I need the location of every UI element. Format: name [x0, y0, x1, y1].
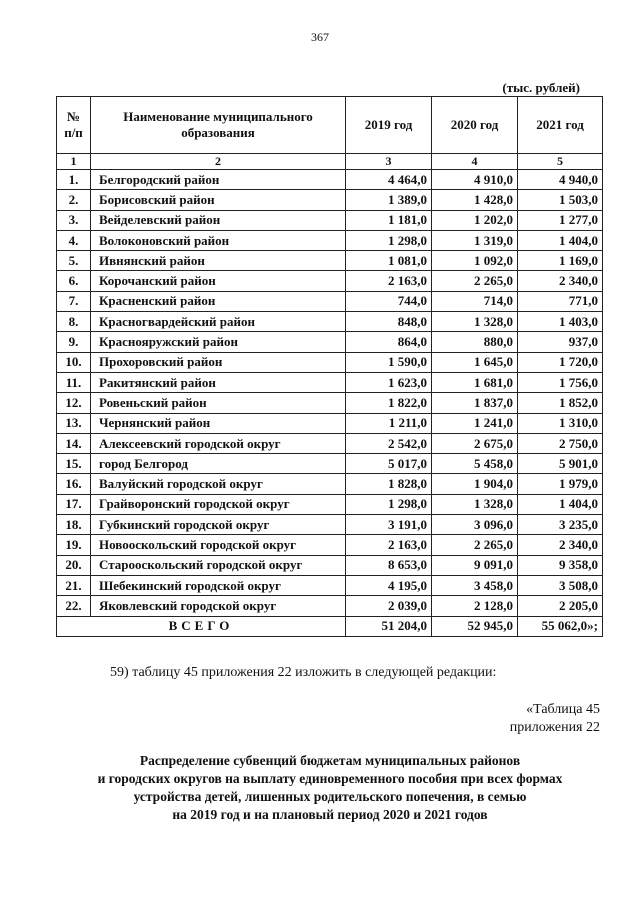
value-2019: 1 298,0	[346, 494, 432, 514]
table-row	[57, 190, 603, 210]
value-2020: 3 458,0	[432, 575, 518, 595]
row-number: 22.	[57, 596, 91, 616]
municipality-name: Прохоровский район	[91, 352, 346, 372]
table-row	[57, 312, 603, 332]
value-2019: 864,0	[346, 332, 432, 352]
row-number: 16.	[57, 474, 91, 494]
municipality-name: Красногвардейский район	[91, 312, 346, 332]
value-2020: 880,0	[432, 332, 518, 352]
column-number-row	[57, 154, 603, 170]
row-number: 17.	[57, 494, 91, 514]
row-number: 12.	[57, 393, 91, 413]
header-2020: 2020 год	[432, 97, 518, 154]
units-label: (тыс. рублей)	[502, 80, 580, 95]
row-number: 5.	[57, 251, 91, 271]
municipality-name: Вейделевский район	[91, 210, 346, 230]
municipality-name: Краснояружский район	[91, 332, 346, 352]
subsidy-table	[56, 96, 603, 637]
municipality-name: Ракитянский район	[91, 372, 346, 392]
value-2019: 4 464,0	[346, 170, 432, 190]
amendment-paragraph: 59) таблицу 45 приложения 22 изложить в следующей редакции:	[110, 665, 497, 680]
row-number: 13.	[57, 413, 91, 433]
total-row	[57, 616, 603, 636]
value-2019: 1 298,0	[346, 230, 432, 250]
heading-line: устройства детей, лишенных родительского попечения, в семью	[133, 789, 527, 804]
value-2021: 2 340,0	[518, 271, 603, 291]
row-number: 10.	[57, 352, 91, 372]
table-row	[57, 535, 603, 555]
table-row	[57, 332, 603, 352]
value-2021: 1 169,0	[518, 251, 603, 271]
value-2020: 9 091,0	[432, 555, 518, 575]
value-2019: 2 163,0	[346, 535, 432, 555]
row-number: 6.	[57, 271, 91, 291]
value-2021: 2 750,0	[518, 433, 603, 453]
value-2020: 2 265,0	[432, 271, 518, 291]
value-2019: 8 653,0	[346, 555, 432, 575]
table-row	[57, 251, 603, 271]
row-number: 19.	[57, 535, 91, 555]
row-number: 1.	[57, 170, 91, 190]
municipality-name: Валуйский городской округ	[91, 474, 346, 494]
value-2021: 1 979,0	[518, 474, 603, 494]
value-2019: 1 828,0	[346, 474, 432, 494]
column-number: 5	[518, 154, 603, 170]
table-row	[57, 555, 603, 575]
table-ref-appendix: приложения 22	[509, 720, 600, 735]
table-row	[57, 454, 603, 474]
heading-line: Распределение субвенций бюджетам муниципальных районов	[139, 753, 521, 768]
municipality-name: Новооскольский городской округ	[91, 535, 346, 555]
total-2020: 52 945,0	[432, 616, 518, 636]
table-row	[57, 515, 603, 535]
value-2021: 1 277,0	[518, 210, 603, 230]
value-2021: 1 852,0	[518, 393, 603, 413]
municipality-name: Старооскольский городской округ	[91, 555, 346, 575]
municipality-name: Борисовский район	[91, 190, 346, 210]
municipality-name: Шебекинский городской округ	[91, 575, 346, 595]
row-number: 7.	[57, 291, 91, 311]
value-2021: 3 235,0	[518, 515, 603, 535]
municipality-name: Ровеньский район	[91, 393, 346, 413]
value-2021: 2 205,0	[518, 596, 603, 616]
value-2020: 1 328,0	[432, 494, 518, 514]
row-number: 18.	[57, 515, 91, 535]
total-2021: 55 062,0»;	[518, 616, 603, 636]
value-2020: 2 675,0	[432, 433, 518, 453]
header-2021: 2021 год	[518, 97, 603, 154]
table-row	[57, 170, 603, 190]
value-2020: 3 096,0	[432, 515, 518, 535]
table-row	[57, 271, 603, 291]
municipality-name: Чернянский район	[91, 413, 346, 433]
value-2021: 9 358,0	[518, 555, 603, 575]
value-2021: 1 404,0	[518, 230, 603, 250]
value-2020: 1 241,0	[432, 413, 518, 433]
table-row	[57, 494, 603, 514]
total-label: ВСЕГО	[57, 616, 346, 636]
header-name: Наименование муниципального образования	[91, 97, 346, 154]
municipality-name: Ивнянский район	[91, 251, 346, 271]
value-2020: 1 202,0	[432, 210, 518, 230]
municipality-name: Красненский район	[91, 291, 346, 311]
header-2019: 2019 год	[346, 97, 432, 154]
value-2021: 1 404,0	[518, 494, 603, 514]
table-row	[57, 575, 603, 595]
heading-line: и городских округов на выплату единовременного пособия при всех формах	[97, 771, 563, 786]
municipality-name: город Белгород	[91, 454, 346, 474]
value-2020: 4 910,0	[432, 170, 518, 190]
value-2020: 5 458,0	[432, 454, 518, 474]
table-row	[57, 433, 603, 453]
table-row	[57, 352, 603, 372]
value-2020: 1 904,0	[432, 474, 518, 494]
value-2021: 1 403,0	[518, 312, 603, 332]
table-ref-title: «Таблица 45	[526, 702, 600, 717]
row-number: 11.	[57, 372, 91, 392]
table-row	[57, 210, 603, 230]
table-header-row	[57, 97, 603, 154]
table-row	[57, 393, 603, 413]
table-row	[57, 474, 603, 494]
column-number: 1	[57, 154, 91, 170]
municipality-name: Яковлевский городской округ	[91, 596, 346, 616]
table-row	[57, 291, 603, 311]
municipality-name: Алексеевский городской округ	[91, 433, 346, 453]
value-2020: 1 328,0	[432, 312, 518, 332]
value-2020: 2 128,0	[432, 596, 518, 616]
column-number: 4	[432, 154, 518, 170]
value-2019: 848,0	[346, 312, 432, 332]
value-2019: 5 017,0	[346, 454, 432, 474]
page-number: 367	[311, 30, 329, 44]
municipality-name: Корочанский район	[91, 271, 346, 291]
municipality-name: Белгородский район	[91, 170, 346, 190]
table-row	[57, 230, 603, 250]
value-2020: 1 837,0	[432, 393, 518, 413]
total-2019: 51 204,0	[346, 616, 432, 636]
value-2019: 2 163,0	[346, 271, 432, 291]
value-2020: 1 645,0	[432, 352, 518, 372]
value-2021: 1 720,0	[518, 352, 603, 372]
value-2019: 744,0	[346, 291, 432, 311]
table-row	[57, 372, 603, 392]
value-2020: 2 265,0	[432, 535, 518, 555]
row-number: 3.	[57, 210, 91, 230]
row-number: 14.	[57, 433, 91, 453]
row-number: 20.	[57, 555, 91, 575]
row-number: 4.	[57, 230, 91, 250]
row-number: 9.	[57, 332, 91, 352]
value-2019: 2 542,0	[346, 433, 432, 453]
value-2021: 771,0	[518, 291, 603, 311]
heading-line: на 2019 год и на плановый период 2020 и 2021 годов	[172, 807, 488, 822]
row-number: 2.	[57, 190, 91, 210]
value-2021: 1 503,0	[518, 190, 603, 210]
table-row	[57, 596, 603, 616]
column-number: 3	[346, 154, 432, 170]
value-2019: 1 081,0	[346, 251, 432, 271]
value-2019: 3 191,0	[346, 515, 432, 535]
value-2021: 5 901,0	[518, 454, 603, 474]
value-2021: 1 310,0	[518, 413, 603, 433]
value-2019: 1 822,0	[346, 393, 432, 413]
value-2019: 2 039,0	[346, 596, 432, 616]
value-2019: 1 181,0	[346, 210, 432, 230]
table-row	[57, 413, 603, 433]
value-2019: 1 211,0	[346, 413, 432, 433]
row-number: 21.	[57, 575, 91, 595]
value-2021: 1 756,0	[518, 372, 603, 392]
value-2020: 714,0	[432, 291, 518, 311]
row-number: 8.	[57, 312, 91, 332]
value-2020: 1 319,0	[432, 230, 518, 250]
value-2021: 2 340,0	[518, 535, 603, 555]
value-2019: 4 195,0	[346, 575, 432, 595]
value-2021: 4 940,0	[518, 170, 603, 190]
value-2019: 1 623,0	[346, 372, 432, 392]
value-2021: 937,0	[518, 332, 603, 352]
municipality-name: Губкинский городской округ	[91, 515, 346, 535]
value-2020: 1 681,0	[432, 372, 518, 392]
value-2019: 1 389,0	[346, 190, 432, 210]
value-2020: 1 428,0	[432, 190, 518, 210]
municipality-name: Грайворонский городской округ	[91, 494, 346, 514]
municipality-name: Волоконовский район	[91, 230, 346, 250]
row-number: 15.	[57, 454, 91, 474]
header-number: № п/п	[57, 97, 91, 154]
column-number: 2	[91, 154, 346, 170]
value-2019: 1 590,0	[346, 352, 432, 372]
section-heading	[60, 752, 600, 824]
value-2021: 3 508,0	[518, 575, 603, 595]
value-2020: 1 092,0	[432, 251, 518, 271]
